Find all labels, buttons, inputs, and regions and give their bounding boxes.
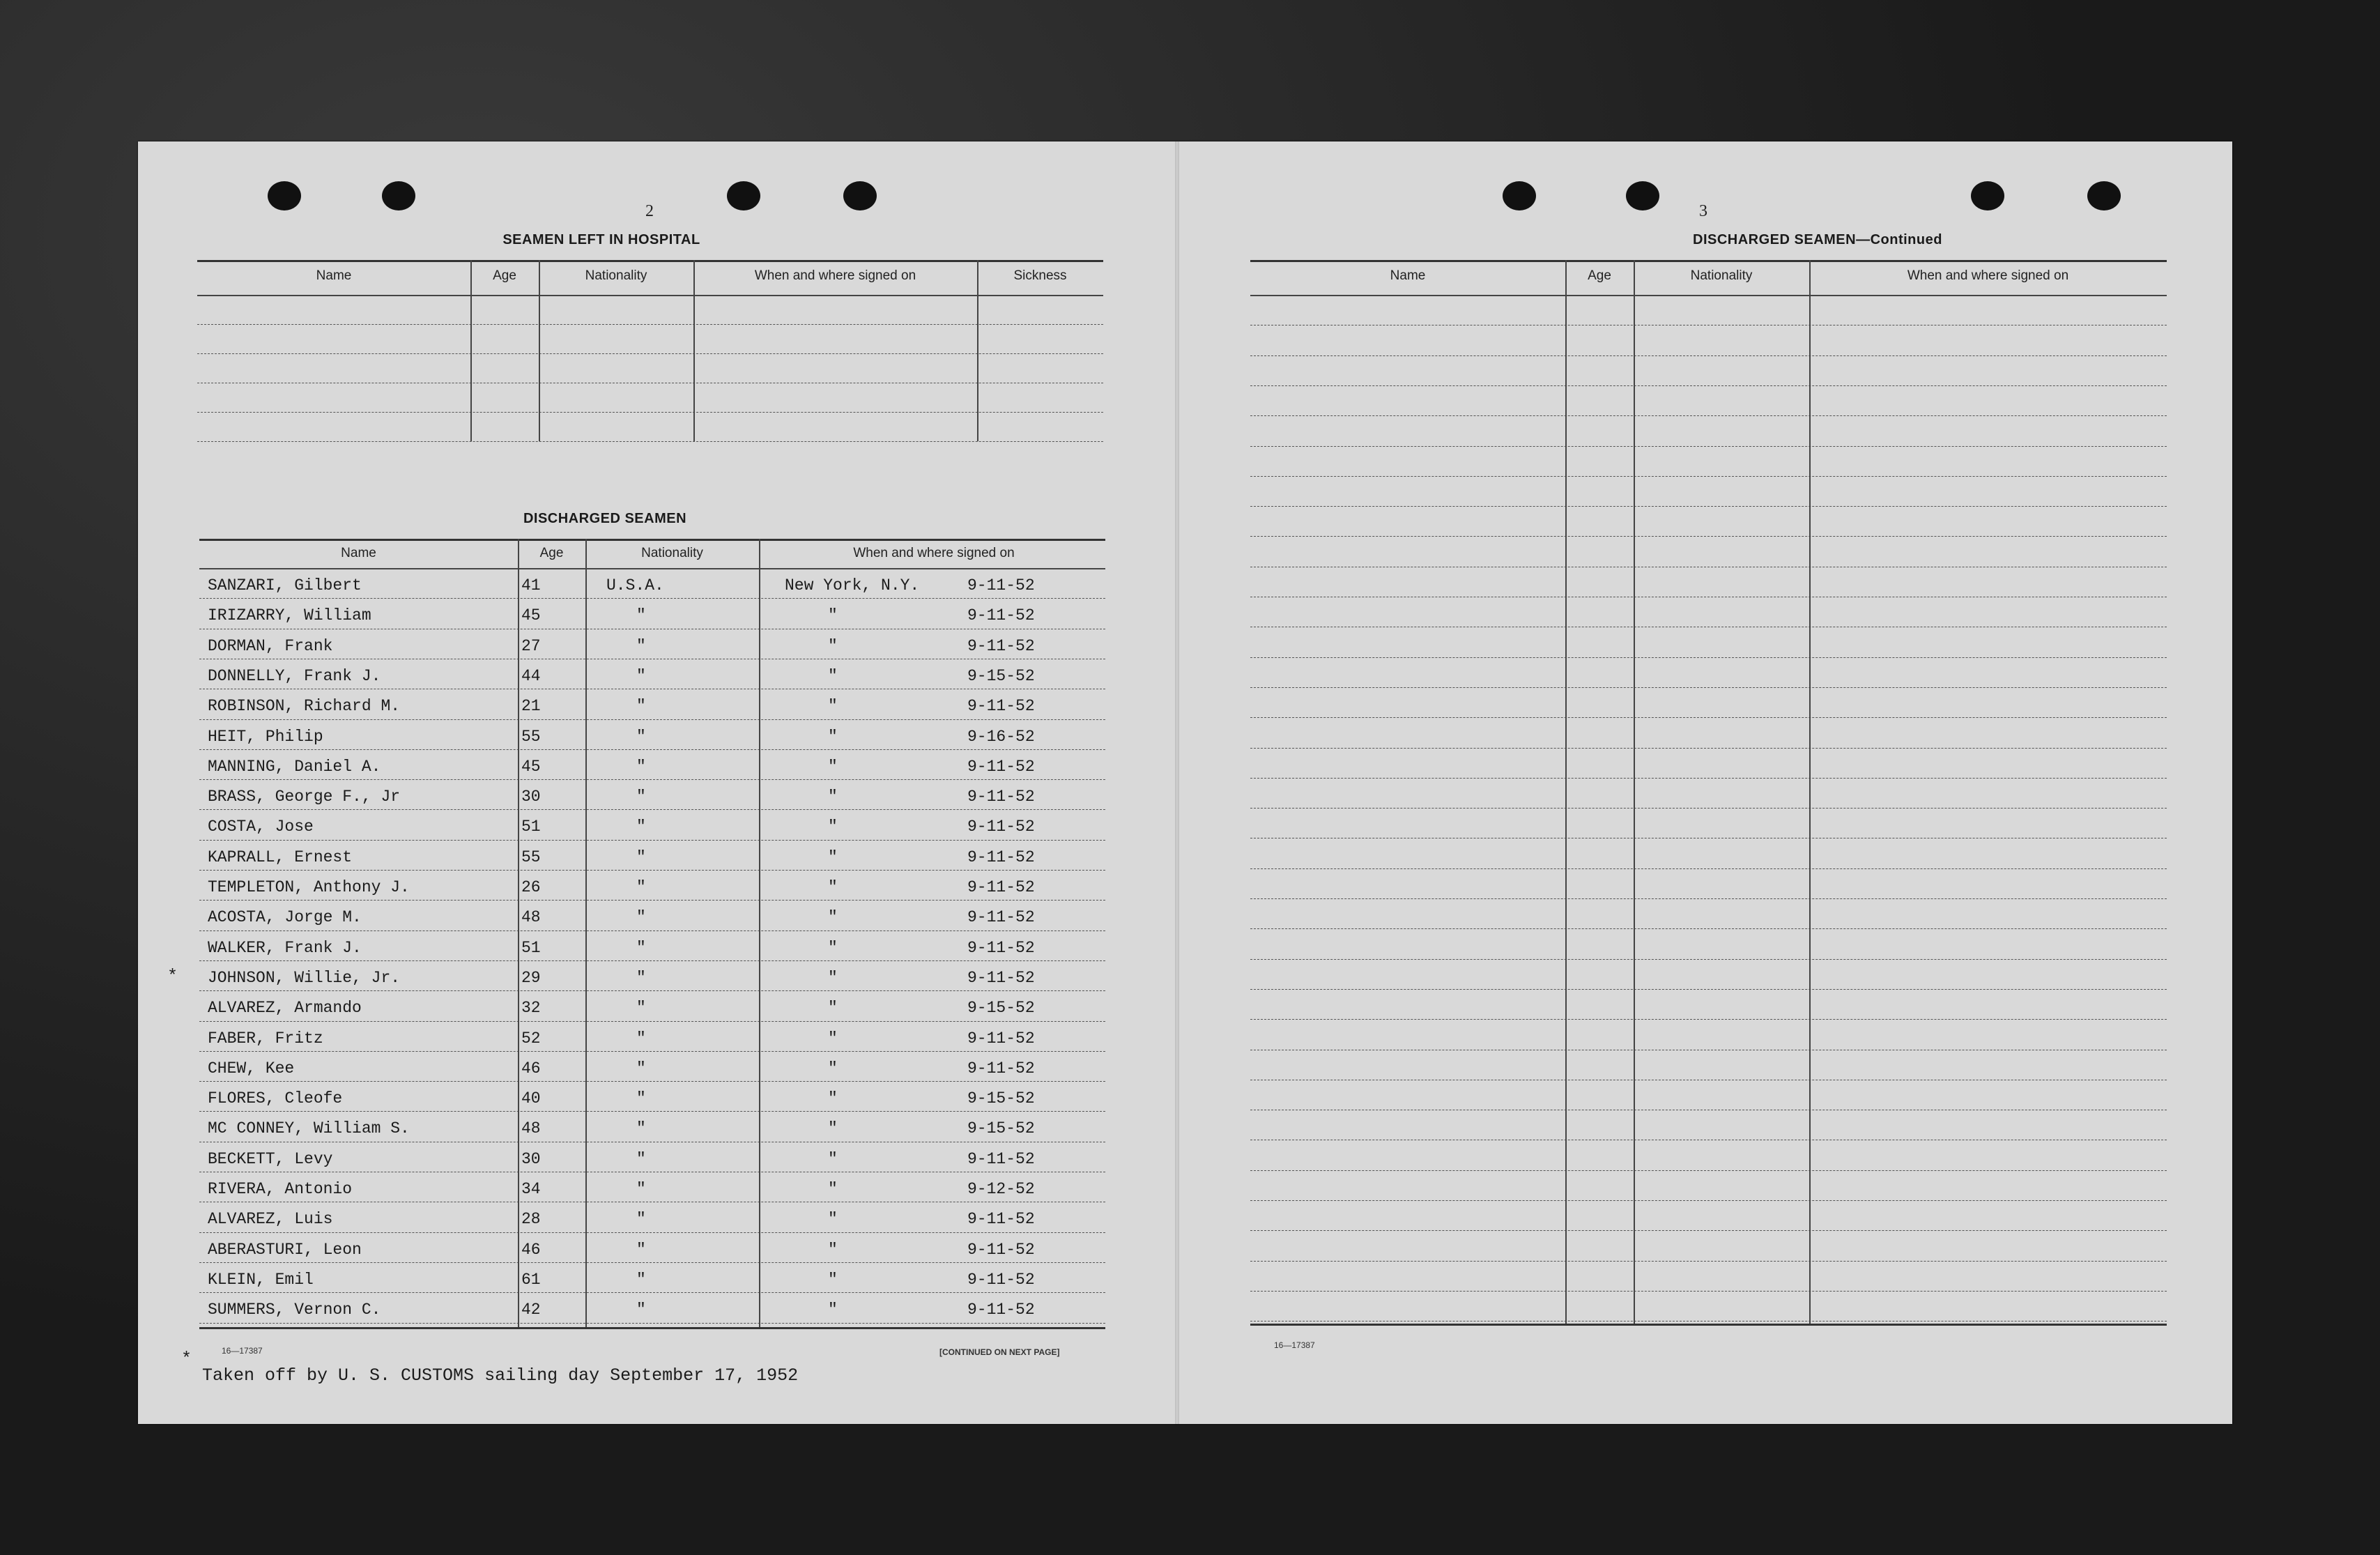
seaman-age: 27 [521,636,541,655]
signed-on-date: 9-11-52 [967,1029,1035,1048]
hospital-column-divider [470,260,472,441]
seaman-age: 40 [521,1089,541,1108]
table-row [1250,657,2167,658]
seaman-age: 45 [521,606,541,625]
hospital-header-rule [197,295,1103,296]
table-row [1250,385,2167,386]
seaman-name: JOHNSON, Willie, Jr. [208,968,401,987]
hospital-section-title: SEAMEN LEFT IN HOSPITAL [502,232,700,247]
seaman-nationality: " [636,1210,646,1229]
signed-on-place: " [828,968,838,987]
discharged-table-bottom [199,1327,1105,1329]
seaman-name: DONNELLY, Frank J. [208,666,381,685]
signed-on-place: " [828,999,838,1018]
discharged-column-divider [518,539,519,1327]
seaman-age: 32 [521,999,541,1018]
document-sheet [138,141,2232,1424]
table-row [199,960,1105,961]
table-row [199,1323,1105,1324]
table-row [199,749,1105,750]
seaman-age: 46 [521,1059,541,1078]
signed-on-date: 9-12-52 [967,1180,1035,1198]
signed-on-place: " [828,1059,838,1078]
signed-on-place: " [828,1270,838,1289]
seaman-nationality: " [636,1119,646,1138]
discharged-column-divider [585,539,587,1327]
signed-on-date: 9-11-52 [967,1149,1035,1168]
table-row [199,1262,1105,1263]
seaman-nationality: " [636,818,646,836]
signed-on-date: 9-15-52 [967,666,1035,685]
signed-on-place: " [828,727,838,746]
left-form-number: 16—17387 [222,1346,263,1356]
left-page-number: 2 [645,202,654,220]
signed-on-date: 9-11-52 [967,1210,1035,1229]
seaman-name: ALVAREZ, Armando [208,999,362,1018]
hospital-row-rule [197,353,1103,354]
table-row [199,1232,1105,1233]
seaman-age: 34 [521,1180,541,1198]
hospital-column-divider [977,260,978,441]
seaman-age: 61 [521,1270,541,1289]
seaman-nationality: " [636,848,646,866]
table-row [1250,1291,2167,1292]
hospital-column-divider [693,260,695,441]
signed-on-place: " [828,1149,838,1168]
signed-on-date: 9-11-52 [967,968,1035,987]
signed-on-date: 9-11-52 [967,788,1035,806]
table-row [1250,446,2167,447]
seaman-name: WALKER, Frank J. [208,938,362,957]
right-header-4: When and where signed on [1907,268,2069,283]
signed-on-date: 9-11-52 [967,636,1035,655]
right-table-top [1250,260,2167,262]
seaman-nationality: " [636,999,646,1018]
punch-hole [843,181,877,210]
hospital-header-4: When and where signed on [754,268,916,283]
table-row [1250,959,2167,960]
signed-on-place: " [828,1180,838,1198]
table-row [1250,928,2167,929]
signed-on-date: 9-11-52 [967,1059,1035,1078]
signed-on-date: 9-11-52 [967,938,1035,957]
seaman-name: HEIT, Philip [208,727,323,746]
seaman-name: SUMMERS, Vernon C. [208,1301,381,1319]
table-row [1250,1200,2167,1201]
seaman-nationality: " [636,727,646,746]
row-asterisk: * [167,965,178,986]
seaman-name: ROBINSON, Richard M. [208,697,401,716]
table-row [1250,1019,2167,1020]
seaman-nationality: " [636,1149,646,1168]
punch-hole [268,181,301,210]
seaman-age: 48 [521,908,541,927]
signed-on-date: 9-15-52 [967,1089,1035,1108]
seaman-name: SANZARI, Gilbert [208,576,362,595]
punch-hole [1503,181,1536,210]
seaman-nationality: " [636,636,646,655]
seaman-age: 46 [521,1240,541,1259]
table-row [199,930,1105,931]
seaman-age: 55 [521,848,541,866]
discharged-header-4: When and where signed on [853,546,1015,560]
signed-on-place: " [828,1119,838,1138]
seaman-age: 30 [521,788,541,806]
signed-on-place: " [828,1029,838,1048]
punch-hole [382,181,415,210]
seaman-name: BECKETT, Levy [208,1149,333,1168]
table-row [1250,808,2167,809]
seaman-age: 51 [521,938,541,957]
table-row [1250,748,2167,749]
punch-hole [1971,181,2004,210]
hospital-header-2: Age [493,268,516,283]
seaman-name: KAPRALL, Ernest [208,848,353,866]
right-header-1: Name [1390,268,1426,283]
seaman-nationality: " [636,908,646,927]
signed-on-place: " [828,1210,838,1229]
signed-on-date: 9-11-52 [967,818,1035,836]
table-row [1250,717,2167,718]
seaman-nationality: " [636,1089,646,1108]
seaman-age: 21 [521,697,541,716]
table-row [1250,506,2167,507]
table-row [199,779,1105,780]
signed-on-date: 9-11-52 [967,848,1035,866]
signed-on-place: New York, N.Y. [785,576,920,595]
seaman-nationality: " [636,1029,646,1048]
seaman-nationality: " [636,1301,646,1319]
signed-on-place: " [828,606,838,625]
discharged-header-1: Name [341,546,376,560]
seaman-name: ALVAREZ, Luis [208,1210,333,1229]
seaman-name: MANNING, Daniel A. [208,757,381,776]
table-row [199,1111,1105,1112]
table-row [1250,415,2167,416]
continued-section-title: DISCHARGED SEAMEN—Continued [1693,232,1942,247]
seaman-name: TEMPLETON, Anthony J. [208,878,410,896]
seaman-age: 45 [521,757,541,776]
seaman-nationality: " [636,1059,646,1078]
table-row [199,870,1105,871]
discharged-section-title: DISCHARGED SEAMEN [523,511,687,526]
signed-on-place: " [828,1301,838,1319]
signed-on-date: 9-11-52 [967,576,1035,595]
discharged-column-divider [759,539,760,1327]
seaman-nationality: " [636,697,646,716]
right-table-bottom [1250,1324,2167,1326]
seaman-nationality: " [636,788,646,806]
hospital-header-3: Nationality [585,268,647,283]
table-row [199,719,1105,720]
seaman-nationality: " [636,606,646,625]
signed-on-date: 9-11-52 [967,697,1035,716]
seaman-nationality: " [636,1270,646,1289]
signed-on-place: " [828,908,838,927]
seaman-name: RIVERA, Antonio [208,1180,353,1198]
table-row [1250,868,2167,869]
signed-on-place: " [828,878,838,896]
seaman-name: CHEW, Kee [208,1059,295,1078]
right-column-divider [1565,260,1567,1324]
table-row [1250,355,2167,356]
table-row [1250,476,2167,477]
signed-on-place: " [828,938,838,957]
hospital-table-top [197,260,1103,262]
table-row [199,900,1105,901]
seaman-nationality: U.S.A. [606,576,664,595]
table-row [1250,898,2167,899]
seaman-name: DORMAN, Frank [208,636,333,655]
seaman-age: 44 [521,666,541,685]
seaman-name: COSTA, Jose [208,818,314,836]
seaman-age: 41 [521,576,541,595]
seaman-nationality: " [636,1180,646,1198]
punch-hole [727,181,760,210]
hospital-header-1: Name [316,268,352,283]
seaman-nationality: " [636,968,646,987]
continued-note: [CONTINUED ON NEXT PAGE] [939,1347,1060,1357]
table-row [199,1081,1105,1082]
table-row [1250,687,2167,688]
right-header-3: Nationality [1690,268,1753,283]
seaman-name: ACOSTA, Jorge M. [208,908,362,927]
seaman-age: 30 [521,1149,541,1168]
discharged-table-top [199,539,1105,541]
seaman-nationality: " [636,666,646,685]
signed-on-place: " [828,1240,838,1259]
signed-on-date: 9-15-52 [967,999,1035,1018]
seaman-name: FABER, Fritz [208,1029,323,1048]
discharged-header-rule [199,568,1105,569]
hospital-row-rule [197,412,1103,413]
discharged-header-2: Age [539,546,564,560]
signed-on-date: 9-11-52 [967,878,1035,896]
customs-footnote: Taken off by U. S. CUSTOMS sailing day September 17, 1952 [202,1365,799,1386]
signed-on-date: 9-11-52 [967,606,1035,625]
hospital-header-5: Sickness [1013,268,1067,283]
table-row [1250,1261,2167,1262]
table-row [1250,1230,2167,1231]
seaman-nationality: " [636,878,646,896]
signed-on-date: 9-16-52 [967,727,1035,746]
table-row [1250,1321,2167,1322]
signed-on-date: 9-11-52 [967,908,1035,927]
signed-on-date: 9-11-52 [967,1270,1035,1289]
signed-on-place: " [828,697,838,716]
seaman-nationality: " [636,1240,646,1259]
signed-on-place: " [828,636,838,655]
table-row [199,1021,1105,1022]
punch-hole [2087,181,2121,210]
seaman-age: 42 [521,1301,541,1319]
signed-on-place: " [828,848,838,866]
seaman-age: 29 [521,968,541,987]
table-row [1250,536,2167,537]
table-row [199,1051,1105,1052]
signed-on-date: 9-11-52 [967,1301,1035,1319]
footnote-mark: * [181,1349,192,1369]
hospital-column-divider [539,260,540,441]
seaman-nationality: " [636,757,646,776]
right-form-number: 16—17387 [1274,1340,1315,1350]
table-row [199,990,1105,991]
right-header-2: Age [1588,268,1611,283]
seaman-nationality: " [636,938,646,957]
seaman-age: 55 [521,727,541,746]
signed-on-date: 9-11-52 [967,1240,1035,1259]
signed-on-date: 9-11-52 [967,757,1035,776]
seaman-name: KLEIN, Emil [208,1270,314,1289]
seaman-age: 52 [521,1029,541,1048]
punch-hole [1626,181,1659,210]
table-row [199,598,1105,599]
seaman-age: 28 [521,1210,541,1229]
table-row [1250,989,2167,990]
seaman-name: FLORES, Cleofe [208,1089,343,1108]
signed-on-place: " [828,788,838,806]
table-row [199,840,1105,841]
right-column-divider [1809,260,1811,1324]
table-row [199,1292,1105,1293]
table-row [1250,1170,2167,1171]
right-header-rule [1250,295,2167,296]
table-row [199,809,1105,810]
seaman-name: MC CONNEY, William S. [208,1119,410,1138]
seaman-age: 26 [521,878,541,896]
hospital-row-rule [197,324,1103,325]
seaman-name: BRASS, George F., Jr [208,788,401,806]
signed-on-date: 9-15-52 [967,1119,1035,1138]
right-column-divider [1634,260,1635,1324]
discharged-header-3: Nationality [641,546,703,560]
seaman-name: ABERASTURI, Leon [208,1240,362,1259]
seaman-name: IRIZARRY, William [208,606,371,625]
signed-on-place: " [828,1089,838,1108]
table-row [1250,778,2167,779]
seaman-age: 51 [521,818,541,836]
seaman-age: 48 [521,1119,541,1138]
signed-on-place: " [828,818,838,836]
signed-on-place: " [828,666,838,685]
hospital-row-rule [197,441,1103,442]
right-page-number: 3 [1699,202,1707,220]
signed-on-place: " [828,757,838,776]
